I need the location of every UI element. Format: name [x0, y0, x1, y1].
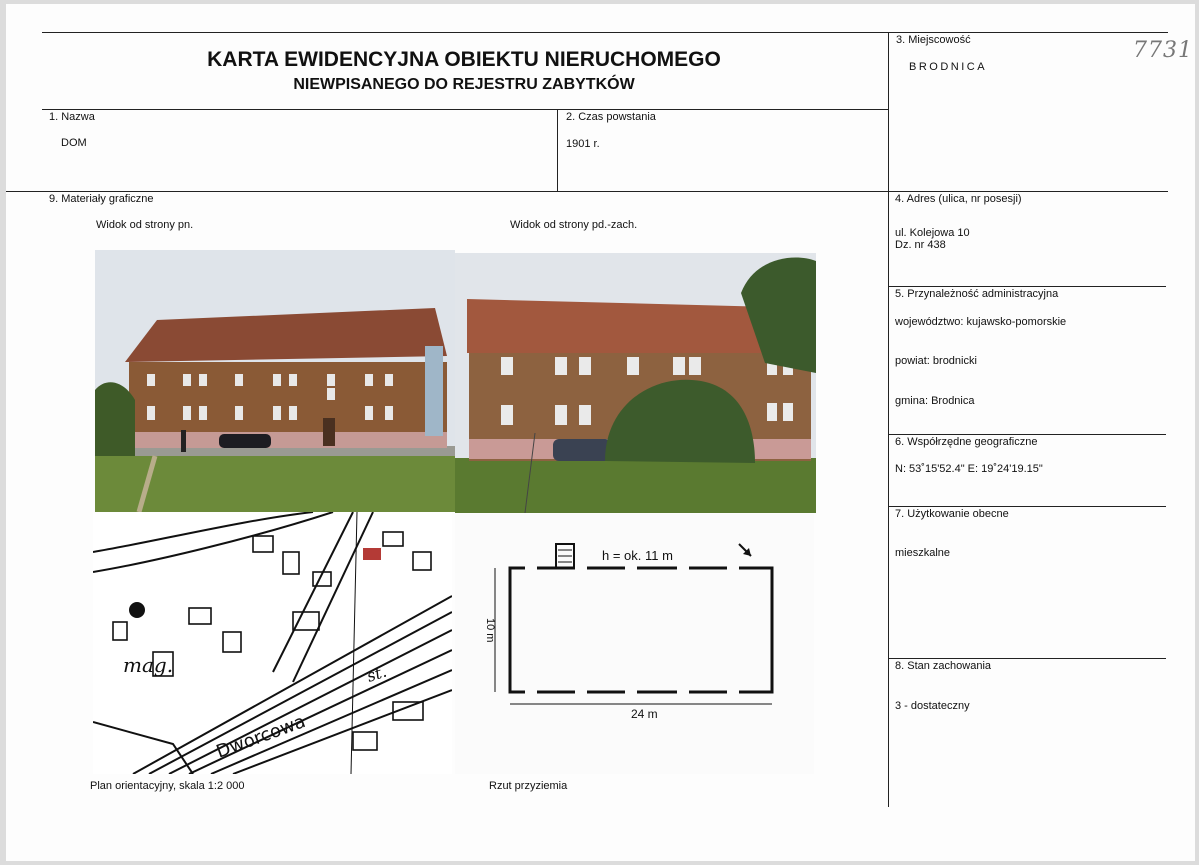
field-wojewodztwo-value: województwo: kujawsko-pomorskie: [895, 316, 1067, 328]
plan-width-label: 24 m: [631, 707, 658, 721]
field-uzytkowanie-value: mieszkalne: [895, 547, 951, 559]
map-label-dworcowa: Dworcowa: [213, 711, 309, 763]
photo-north-view: [95, 250, 455, 512]
field-przynaleznosc-label: 5. Przynależność administracyjna: [895, 288, 1059, 300]
field8-top-rule: [888, 658, 1166, 659]
photo1-caption: Widok od strony pn.: [96, 219, 194, 231]
field-adres-label: 4. Adres (ulica, nr posesji): [895, 193, 1022, 205]
building-photo-2: [455, 253, 816, 513]
orientation-map: [93, 512, 452, 774]
handwritten-number: 7731: [1133, 38, 1193, 63]
card-title: KARTA EWIDENCYJNA OBIEKTU NIERUCHOMEGO: [207, 48, 721, 71]
field-graphics-label: 9. Materiały graficzne: [49, 193, 154, 205]
field-adres-line1: ul. Kolejowa 10: [895, 227, 970, 239]
row1-divider: [557, 109, 558, 192]
field-miejscowosc-label: 3. Miejscowość: [896, 34, 971, 46]
field-czas-label: 2. Czas powstania: [566, 111, 656, 123]
map-caption: Plan orientacyjny, skala 1:2 000: [90, 780, 245, 792]
map-label-mag: mag.: [123, 653, 174, 677]
field-powiat-value: powiat: brodnicki: [895, 355, 977, 367]
top-rule: [42, 32, 1168, 33]
field-uzytkowanie-label: 7. Użytkowanie obecne: [895, 508, 1009, 520]
field6-top-rule: [888, 434, 1166, 435]
field-miejscowosc-value: BRODNICA: [909, 61, 988, 73]
record-card: [6, 4, 1195, 861]
floor-plan-drawing: [455, 514, 814, 774]
map-drawing: [93, 512, 452, 774]
plan-caption: Rzut przyziemia: [489, 780, 568, 792]
building-photo-1: [95, 250, 455, 512]
field-nazwa-label: 1. Nazwa: [49, 111, 95, 123]
map-label-st: st.: [364, 661, 390, 686]
right-column-divider: [888, 32, 889, 807]
photo-southwest-view: [455, 253, 816, 513]
field-stan-label: 8. Stan zachowania: [895, 660, 992, 672]
field-adres-line2: Dz. nr 438: [895, 239, 946, 251]
photo2-caption: Widok od strony pd.-zach.: [510, 219, 638, 231]
field5-top-rule: [888, 286, 1166, 287]
plan-depth-label: 10 m: [484, 618, 496, 643]
field-stan-value: 3 - dostateczny: [895, 700, 970, 712]
field-wspolrzedne-value: N: 53˚15'52.4" E: 19˚24'19.15": [895, 463, 1043, 475]
row2-top-rule: [6, 191, 1168, 192]
field7-top-rule: [888, 506, 1166, 507]
card-subtitle: NIEWPISANEGO DO REJESTRU ZABYTKÓW: [293, 76, 635, 93]
field-gmina-value: gmina: Brodnica: [895, 395, 975, 407]
field-nazwa-value: DOM: [61, 137, 87, 149]
floor-plan: [455, 514, 814, 774]
row1-top-rule: [42, 109, 888, 110]
field-czas-value: 1901 r.: [566, 138, 600, 150]
field-wspolrzedne-label: 6. Współrzędne geograficzne: [895, 436, 1038, 448]
plan-height-label: h = ok. 11 m: [602, 548, 673, 563]
